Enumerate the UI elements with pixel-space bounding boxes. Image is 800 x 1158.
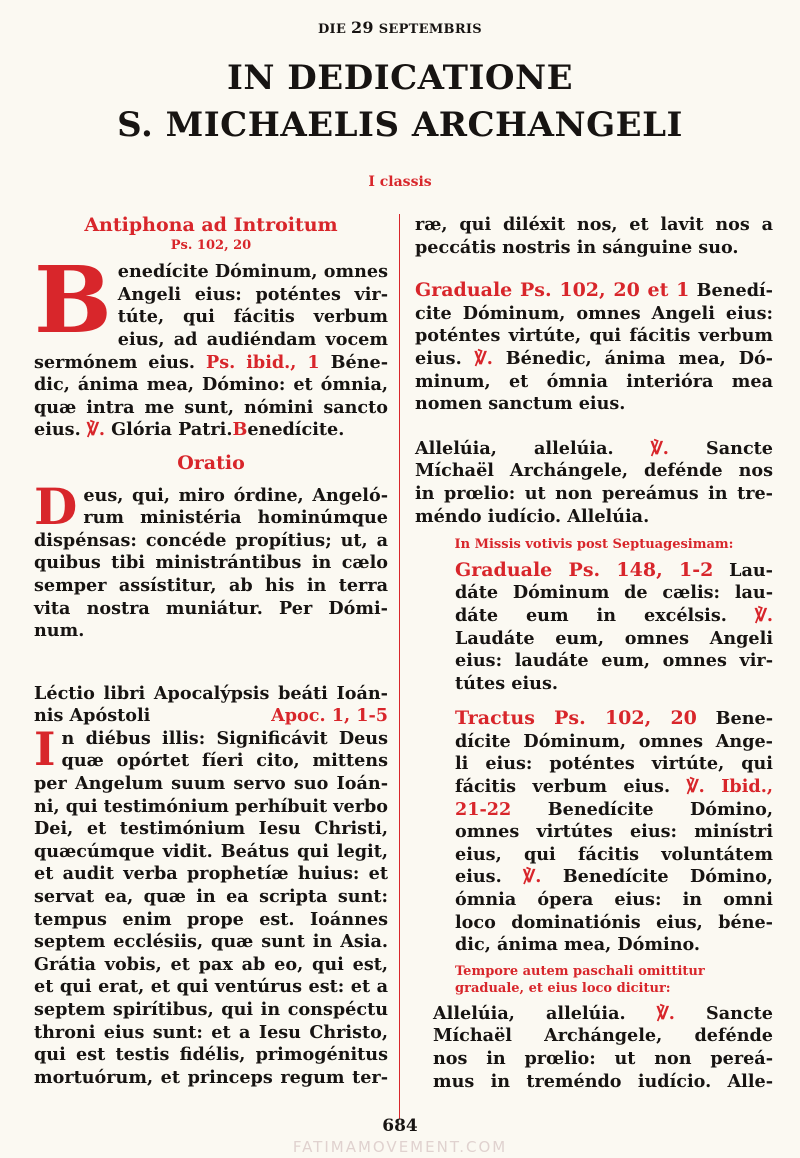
- text-line: sermónem eius. Ps. ibid., 1 Béne-: [34, 351, 388, 373]
- oratio-heading: Oratio: [177, 451, 245, 474]
- lectio-reference: Apoc. 1, 1-5: [271, 705, 388, 727]
- text-line: Grátia vobis, et pax ab eo, qui est,: [34, 953, 388, 975]
- text-line: loco dominatiónis eius, béne-: [455, 911, 773, 933]
- versicle-icon: ℣.: [650, 437, 669, 459]
- votive-rubric: In Missis votivis post Septuagesimam:: [454, 537, 734, 553]
- text-line: tútе, qui fácitis verbum: [117, 306, 388, 328]
- text-line: Allelúia, allelúia. ℣. Sancte: [415, 437, 773, 459]
- text-line: Dei, et testimónium Iesu Christi,: [34, 818, 388, 840]
- text-line: et qui erat, et qui ventúrus est: et a: [34, 976, 388, 998]
- text-line: septem spirítibus, qui in conspéctu: [34, 999, 388, 1020]
- text-line: in prœlio: ut non pereámus in tre-: [415, 482, 773, 504]
- text-line: eius. ℣. Bénedic, ánima mea, Dó-: [415, 347, 773, 369]
- versicle-icon: ℣.: [86, 419, 106, 441]
- lectio: [34, 683, 388, 1090]
- text-line: septem ecclésiis, quæ sunt in Asia.: [34, 931, 388, 953]
- text-line: num.: [34, 620, 85, 642]
- text-line: omnes virtútes eius: minístri: [455, 821, 773, 843]
- text-line: dícite Dóminum, omnes Ange-: [455, 730, 773, 752]
- graduale-text: [415, 279, 773, 416]
- graduale-votive-heading: Graduale Ps. 148, 1-2: [455, 558, 714, 581]
- introit-heading: Antiphona ad Introitum: [84, 214, 338, 236]
- text-line: nos in prœlio: ut non pereá-: [433, 1048, 773, 1069]
- lectio-drop-cap: I: [34, 721, 56, 776]
- column-divider: [399, 214, 400, 1119]
- date-prefix: DIE: [317, 22, 347, 37]
- tractus-heading: Tractus Ps. 102, 20: [455, 707, 697, 730]
- oratio-text: [34, 476, 388, 643]
- text-line: dispénsas: concéde propítius; ut, a: [34, 529, 388, 551]
- graduale-votive-text: [415, 559, 773, 696]
- versicle-icon: ℣.: [523, 866, 542, 888]
- text-line: ræ, qui diléxit nos, et lavit nos a: [415, 214, 773, 235]
- introit-text: [34, 246, 388, 442]
- watermark: FATIMAMOVEMENT.COM: [292, 1138, 508, 1156]
- text-line: dáte eum in excélsis. ℣.: [455, 604, 773, 626]
- oratio-drop-cap: D: [34, 476, 78, 536]
- text-line: vita nostra muniátur. Per Dómi-: [34, 597, 388, 619]
- date-month: SEPTEMBRIS: [378, 22, 482, 37]
- text-line: quæ opórtet fíeri cito, mittens: [61, 750, 388, 772]
- text-line: méndo iudício. Allelúia.: [415, 505, 650, 527]
- text-line: eius: laudáte eum, omnes vir-: [455, 650, 773, 672]
- versicle-icon: ℣.: [686, 776, 705, 798]
- lectio-continuation: [415, 214, 773, 259]
- introit-reference: Ps. 102, 20: [170, 237, 252, 253]
- text-line: Míchaël Archángele, defénde: [433, 1025, 773, 1047]
- text-line: Angeli eius: poténtes vir-: [117, 283, 388, 305]
- text-line: rum ministéria hominúmque: [83, 507, 388, 529]
- alleluia-text: [415, 438, 773, 528]
- feast-title-line-2: S. MICHAELIS ARCHANGELI: [117, 105, 683, 145]
- text-line: tútes eius.: [455, 672, 558, 694]
- introit-psalm-ref: Ps. ibid., 1: [205, 351, 320, 373]
- text-line: dic, ánima mea, Dómino: et ómnia,: [34, 374, 388, 396]
- text-line: servat ea, quæ in ea scripta sunt:: [34, 886, 388, 908]
- text-line: et audit verba prophetíæ huius: et: [34, 863, 388, 885]
- text-line: eius, ad audiéndam vocem: [117, 328, 388, 350]
- right-column: [415, 214, 773, 1093]
- text-line: eius, qui fácitis voluntátem: [455, 843, 773, 865]
- text-line: poténtes virtúte, qui fácitis verbum: [415, 325, 773, 347]
- text-line: eius. ℣. Benedícite Dómino,: [455, 866, 773, 888]
- versicle-icon: ℣.: [656, 1002, 675, 1024]
- text-line: quæ intra me sunt, nómini sancto: [34, 396, 388, 418]
- text-line: mus in treméndo iudício. Alle-: [433, 1070, 773, 1092]
- versicle-icon: ℣.: [474, 347, 493, 369]
- text-line: ómnia ópera eius: in omni: [455, 889, 773, 911]
- text-line: 21-22 Benedícite Dómino,: [455, 798, 773, 820]
- text-line: throni eius sunt: et a Iesu Christo,: [34, 1021, 388, 1043]
- tractus-text: [415, 707, 773, 957]
- text-line: Laudáte eum, omnes Angeli: [455, 627, 773, 649]
- text-line: Graduale Ps. 148, 1-2 Lau-: [455, 558, 773, 581]
- text-line: nomen sanctum eius.: [415, 393, 626, 415]
- text-line: eius. ℣. Glória Patri.Benedícite.: [34, 419, 345, 441]
- graduale-heading: Graduale Ps. 102, 20 et 1: [415, 279, 690, 302]
- introit-drop-cap: B: [34, 246, 112, 355]
- text-line: fácitis verbum eius. ℣. Ibid.,: [455, 776, 773, 798]
- tractus-verse-ref: 21-22: [455, 798, 512, 820]
- date-number: 29: [350, 18, 374, 37]
- text-line: peccátis nostris in sánguine suo.: [415, 236, 739, 258]
- paschal-rubric: [415, 963, 773, 997]
- lectio-title-line: Léctio libri Apocalýpsis beáti Ioán-: [34, 682, 388, 704]
- page-number: 684: [382, 1116, 418, 1136]
- text-line: Tractus Ps. 102, 20 Bene-: [455, 707, 773, 730]
- text-line: Míchaël Archángele, defénde nos: [415, 460, 773, 482]
- feast-title-line-1: IN DEDICATIONE: [226, 58, 573, 98]
- text-line: eus, qui, miro órdine, Angeló-: [83, 484, 388, 506]
- text-line: ni, qui testimónium perhíbuit verbo: [34, 795, 389, 817]
- text-line: qui est testis fidélis, primogénitus: [34, 1044, 388, 1066]
- rubric-line: Tempore autem paschali omittitur: [455, 963, 705, 979]
- tractus-ibid-ref: Ibid.,: [721, 776, 773, 798]
- text-line: cite Dóminum, omnes Angeli eius:: [415, 302, 773, 324]
- text-line: tempus enim prope est. Ioánnes: [34, 908, 388, 930]
- text-line: enedícite Dóminum, omnes: [117, 261, 388, 283]
- text-line: Graduale Ps. 102, 20 et 1 Benedí-: [415, 279, 773, 302]
- feast-date: [0, 18, 800, 37]
- text-line: per Angelum suum servo suo Ioán-: [34, 773, 388, 795]
- feast-class: I classis: [368, 174, 432, 190]
- text-line: quæcúmque vidit. Beátus qui legit,: [34, 840, 388, 862]
- alleluia-paschal-text: [415, 1003, 773, 1093]
- text-line: semper assístitur, ab his in terra: [34, 574, 388, 596]
- text-line: minum, et ómnia interióra mea: [415, 370, 773, 392]
- text-line: quibus tibi ministrántibus in cælo: [34, 552, 388, 574]
- rubric-line: graduale, et eius loco dicitur:: [455, 980, 671, 996]
- lectio-title-line: nis Apóstoli Apoc. 1, 1-5: [34, 705, 388, 727]
- text-line: Allelúia, allelúia. ℣. Sancte: [433, 1002, 773, 1024]
- text-line: mortuórum, et princeps regum ter-: [34, 1066, 388, 1088]
- text-line: dic, ánima mea, Dómino.: [455, 934, 701, 956]
- text-line: n diébus illis: Significávit Deus: [61, 727, 388, 749]
- text-line: li eius: poténtes virtúte, qui: [455, 753, 773, 775]
- left-column: [34, 214, 388, 1089]
- versicle-icon: ℣.: [754, 604, 773, 626]
- text-line: dáte Dóminum de cælis: lau-: [455, 582, 773, 604]
